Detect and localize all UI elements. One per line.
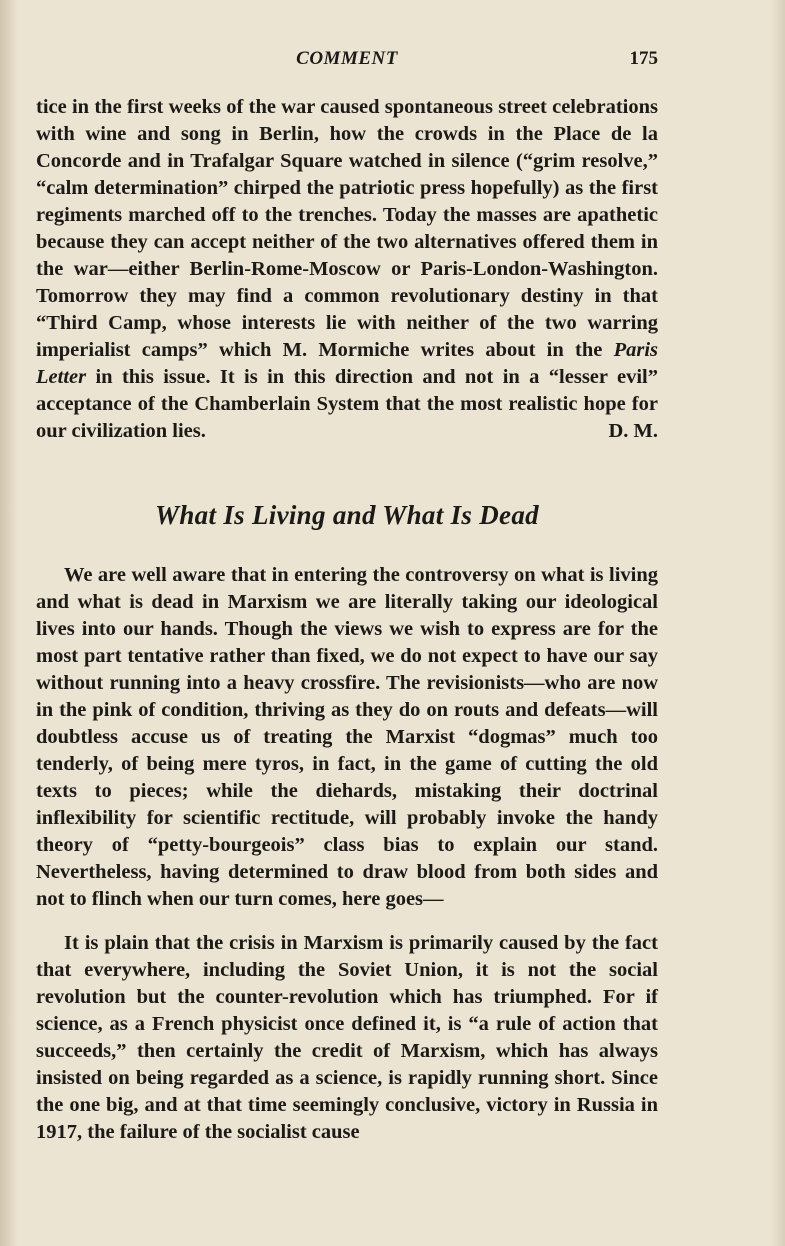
paragraph-2: We are well aware that in entering the controversy on what is living and what is dead in Marxism we are literally taking our ideological lives into our hands. Though the views we wish to express are for the most part tentative rather than fixed, we do not expect to have our say without running into a heavy crossfire. The revisionists—who are now in the pink of condition, thriving as they do on routs and defeats—will doubtless accuse us of treating the Marxist “dogmas” much too tenderly, of being mere tyros, in fact, in the game of cutting the old texts to pieces; while the diehards, mistaking their doctrinal inflexibility for scientific rectitude, will probably invoke the handy theory of “petty-bourgeois” class bias to explain our stand. Nevertheless, having determined to draw blood from both sides and not to flinch when our turn comes, here goes— bbox=[36, 564, 658, 910]
paragraph-1-text-b: in this issue. It is in this direction and not in a “lesser evil” acceptance of the Chamberlain System that the most realistic hope for our civilization lies. bbox=[36, 366, 658, 442]
running-title: COMMENT bbox=[296, 48, 398, 69]
paragraph-1-italic: Paris Letter bbox=[36, 339, 658, 388]
page-edge-shadow bbox=[771, 0, 785, 1246]
paragraph-3: It is plain that the crisis in Marxism is primarily caused by the fact that everywhere, including the Soviet Union, it is not the social revolution but the counter-revolution which has triumphed. For if science, as a French physicist once defined it, is “a rule of action that succeeds,” then certainly the credit of Marxism, which has always insisted on being regarded as a science, is rapidly running short. Since the one big, and at that time seemingly conclusive, victory in Russia in 1917, the failure of the socialist cause bbox=[36, 932, 658, 1143]
running-head bbox=[36, 48, 658, 74]
section-title: What Is Living and What Is Dead bbox=[155, 500, 539, 530]
page-number: 175 bbox=[629, 48, 658, 69]
paragraph-1-text-a: tice in the first weeks of the war caused spontaneous street celebrations with wine and song in Berlin, how the crowds in the Place de la Concorde and in Trafalgar Square watched in silence (“grim resolve,” “calm determination” chirped the patriotic press hopefully) as the first regiments marched off to the trenches. Today the masses are apathetic because they can accept neither of the two alternatives offered them in the war—either Berlin-Rome-Moscow or Paris-London-Washington. Tomorrow they may find a common revolutionary destiny in that “Third Camp, whose interests lie with neither of the two warring imperialist camps” which M. Mormiche writes about in the bbox=[36, 96, 658, 361]
signature: D. M. bbox=[608, 420, 658, 442]
page-gutter-shadow bbox=[0, 0, 18, 1246]
paragraph-1 bbox=[36, 94, 658, 445]
